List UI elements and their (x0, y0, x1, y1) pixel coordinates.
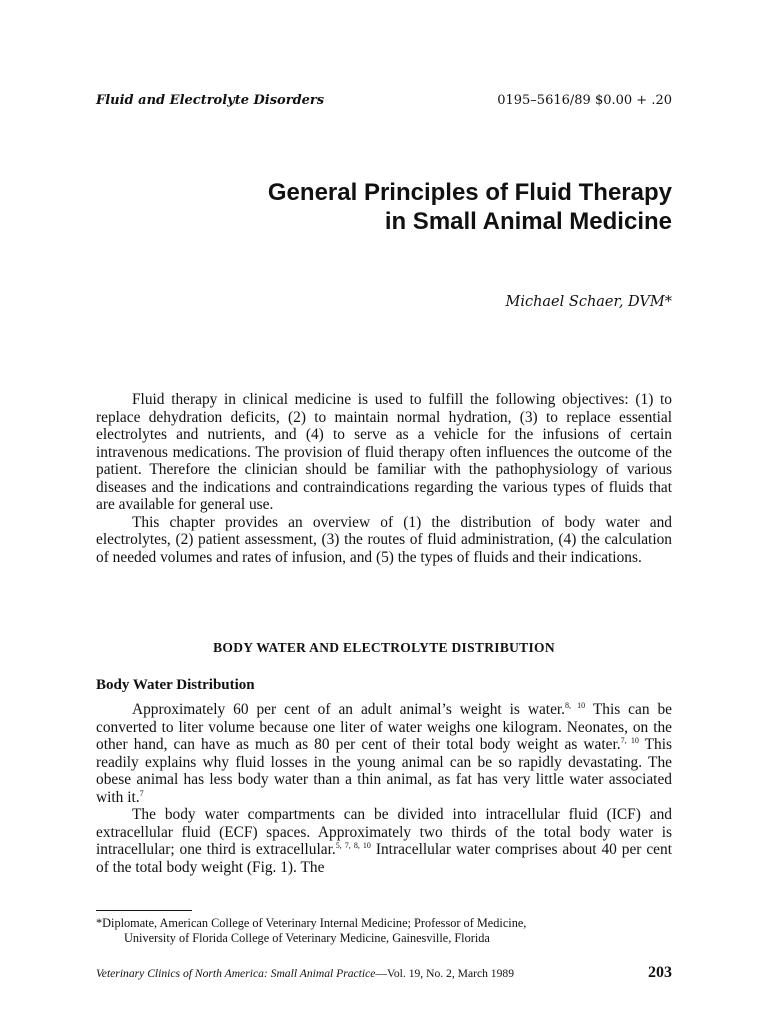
intro-text (96, 391, 672, 566)
title-line-1: General Principles of Fluid Therapy (267, 179, 672, 206)
section-text (96, 701, 672, 876)
article-code: 0195–5616/89 $0.00 + .20 (497, 93, 672, 108)
author-byline: Michael Schaer, DVM* (505, 294, 672, 310)
page (96, 0, 672, 1024)
citation-ref: 5, 7, 8, 10 (335, 841, 371, 850)
footnote (96, 916, 672, 946)
section-paragraph-2: The body water compartments can be divided into intracellular fluid (ICF) and extracellular fluid (ECF) spaces. Approximately two thirds of the total body water is intracellular; one third is extracellular.$^{5, 7, 8, 10}$ Intracellular water comprises about 40 per cent of the total body weight (Fig. 1). The (96, 806, 672, 876)
section-paragraph-1: Approximately 60 per cent of an adult animal’s weight is water.$^{8, 10}$ This can be converted to liter volume because one liter of water weighs one kilogram. Neonates, on the other hand, can have as much as 80 per cent of their total body weight as water.$^{7, 10}$ This readily explains why fluid losses in the young animal can be so rapidly devastating. The obese animal has less body water than a thin animal, as fat has very little water associated with it.$^7$ (96, 701, 673, 806)
article-title (96, 178, 672, 236)
citation-ref: 7, 10 (620, 736, 639, 745)
footer-citation: Veterinary Clinics of North America: Small Animal Practice—Vol. 19, No. 2, March 1989 (96, 967, 514, 980)
journal-section-name: Fluid and Electrolyte Disorders (96, 93, 325, 108)
footnote-line-2: University of Florida College of Veterinary Medicine, Gainesville, Florida (124, 931, 490, 945)
citation-ref: 8, 10 (565, 701, 586, 710)
subsection-heading: Body Water Distribution (96, 677, 255, 693)
citation-ref: 7 (139, 788, 144, 798)
section-heading: BODY WATER AND ELECTROLYTE DISTRIBUTION (213, 640, 555, 655)
intro-paragraph-2: This chapter provides an overview of (1) the distribution of body water and electrolytes, (2) patient assessment, (3) the routes of fluid administration, (4) the calculation of needed volumes and rates of infusion, and (5) the types of fluids and their indications. (96, 513, 672, 566)
page-number: 203 (648, 964, 672, 981)
footnote-line-1: *Diplomate, American College of Veterinary Internal Medicine; Professor of Medicine, (96, 916, 527, 930)
title-line-2: in Small Animal Medicine (384, 208, 672, 235)
page-footer (96, 964, 672, 982)
intro-paragraph-1: Fluid therapy in clinical medicine is used to fulfill the following objectives: (1) to replace dehydration deficits, (2) to maintain normal hydration, (3) to replace essential electrolytes and nutrients, and (4) to serve as a vehicle for the infusions of certain intravenous medications. The provision of fluid therapy often influences the outcome of the patient. Therefore the clinician should be familiar with the pathophysiology of various diseases and the indications and contraindications regarding the various types of fluids that are available for general use. (96, 391, 672, 513)
running-head (96, 93, 672, 108)
footnote-divider (96, 910, 192, 911)
